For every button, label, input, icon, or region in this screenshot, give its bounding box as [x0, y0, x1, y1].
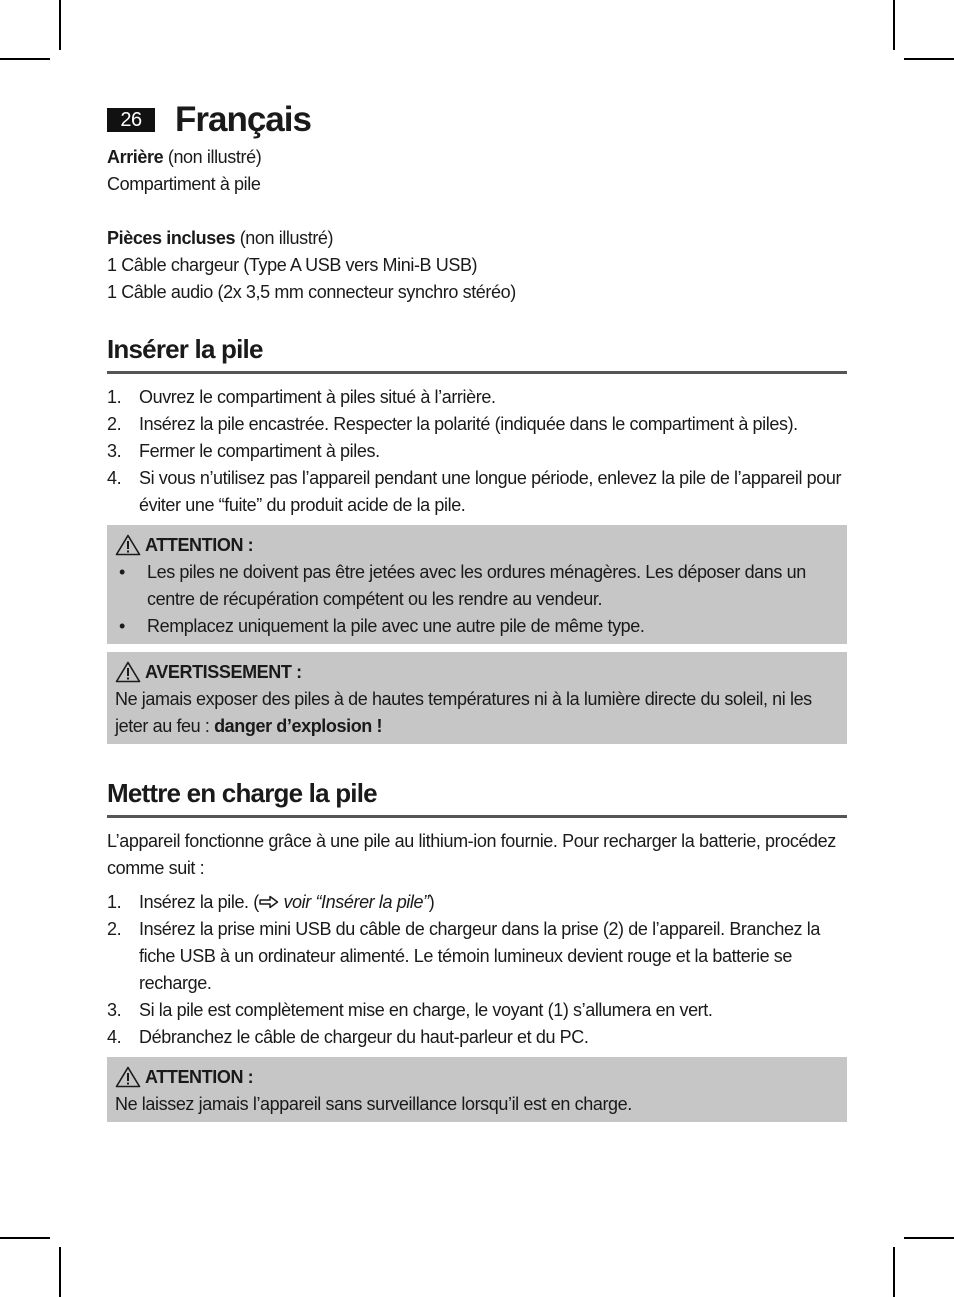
- step-number: 4.: [107, 1027, 122, 1047]
- crop-mark-tl-v: [59, 0, 61, 50]
- parts-item: 1 Câble audio (2x 3,5 mm connecteur synchro stéréo): [107, 282, 516, 302]
- bullet-text: Remplacez uniquement la pile avec une autre pile de même type.: [147, 616, 645, 636]
- rear-line: [107, 144, 847, 171]
- step-number: 2.: [107, 919, 122, 939]
- attention-label: ATTENTION :: [145, 535, 254, 555]
- step-text: Ouvrez le compartiment à piles situé à l’arrière.: [139, 387, 496, 407]
- parts-note: (non illustré): [235, 228, 334, 248]
- insert-steps: [107, 384, 847, 519]
- language-title: Français: [175, 100, 311, 139]
- warning-triangle-icon: [115, 534, 141, 556]
- attention-list: [115, 559, 837, 640]
- list-item: [107, 997, 847, 1024]
- warning-text: [115, 686, 837, 740]
- parts-item: 1 Câble chargeur (Type A USB vers Mini-B USB): [107, 255, 478, 275]
- step-text: Insérez la pile encastrée. Respecter la polarité (indiquée dans le compartiment à piles).: [139, 414, 798, 434]
- warning-triangle-icon: [115, 661, 141, 683]
- page-content: [107, 100, 847, 1122]
- step-number: 1.: [107, 387, 122, 407]
- list-item: [107, 438, 847, 465]
- list-item: [107, 384, 847, 411]
- bullet-text: Les piles ne doivent pas être jetées avec les ordures ménagères. Les déposer dans un centre de récupération compétent ou les rendre au vendeur.: [147, 562, 806, 609]
- step-text: Débranchez le câble de chargeur du haut-parleur et du PC.: [139, 1027, 589, 1047]
- rear-label: Arrière: [107, 147, 164, 167]
- cross-reference-link[interactable]: voir “Insérer la pile”: [278, 892, 429, 912]
- attention-title: [115, 1063, 837, 1091]
- parts-label: Pièces incluses: [107, 228, 236, 248]
- step-text: ): [428, 892, 435, 912]
- charge-steps: [107, 889, 847, 1051]
- attention-label: ATTENTION :: [145, 1067, 254, 1087]
- crop-mark-bl-h: [0, 1237, 50, 1239]
- rear-item: Compartiment à pile: [107, 174, 261, 194]
- list-item: [107, 411, 847, 438]
- arrow-right-icon: [259, 895, 279, 909]
- step-text: Si la pile est complètement mise en charge, le voyant (1) s’allumera en vert.: [139, 1000, 713, 1020]
- attention-box: [107, 525, 847, 644]
- list-item: [107, 1024, 847, 1051]
- step-number: 3.: [107, 441, 122, 461]
- attention-text: Ne laissez jamais l’appareil sans surveillance lorsqu’il est en charge.: [115, 1094, 632, 1114]
- step-number: 3.: [107, 1000, 122, 1020]
- page-header: [107, 100, 847, 140]
- list-item: [107, 889, 847, 916]
- warning-label: AVERTISSEMENT :: [145, 662, 302, 682]
- step-text: Si vous n’utilisez pas l’appareil pendant une longue période, enlevez la pile de l’appareil pour éviter une “fuite” du produit acide de la pile.: [139, 468, 842, 515]
- warning-box: [107, 652, 847, 744]
- list-item: [107, 916, 847, 997]
- list-item: [107, 465, 847, 519]
- crop-mark-br-v: [893, 1247, 895, 1297]
- step-number: 2.: [107, 414, 122, 434]
- list-item: [115, 559, 837, 613]
- attention-title: [115, 531, 837, 559]
- crop-mark-bl-v: [59, 1247, 61, 1297]
- warning-body: Ne jamais exposer des piles à de hautes températures ni à la lumière directe du soleil, ni les jeter au feu :: [115, 689, 812, 736]
- charge-attention-box: [107, 1057, 847, 1122]
- intro-section: [107, 144, 847, 306]
- section-title-insert: Insérer la pile: [107, 334, 847, 374]
- crop-mark-tl-h: [0, 58, 50, 60]
- rear-note: (non illustré): [163, 147, 262, 167]
- step-number: 4.: [107, 468, 122, 488]
- page-number: 26: [107, 108, 155, 132]
- crop-mark-tr-v: [893, 0, 895, 50]
- step-text: Fermer le compartiment à piles.: [139, 441, 380, 461]
- warning-triangle-icon: [115, 1066, 141, 1088]
- bullet: •: [119, 562, 125, 582]
- warning-emphasis: danger d’explosion !: [214, 716, 383, 736]
- warning-title: [115, 658, 837, 686]
- parts-line: [107, 225, 847, 252]
- charge-intro: L’appareil fonctionne grâce à une pile au lithium-ion fournie. Pour recharger la batterie, procédez comme suit :: [107, 831, 836, 878]
- step-number: 1.: [107, 892, 122, 912]
- step-text: Insérez la pile. (: [139, 892, 259, 912]
- bullet: •: [119, 616, 125, 636]
- section-title-charge: Mettre en charge la pile: [107, 778, 847, 818]
- crop-mark-br-h: [904, 1237, 954, 1239]
- crop-mark-tr-h: [904, 58, 954, 60]
- list-item: [115, 613, 837, 640]
- step-text: Insérez la prise mini USB du câble de chargeur dans la prise (2) de l’appareil. Branchez la fiche USB à un ordinateur alimenté. Le témoin lumineux devient rouge et la batterie se recharge.: [139, 919, 820, 993]
